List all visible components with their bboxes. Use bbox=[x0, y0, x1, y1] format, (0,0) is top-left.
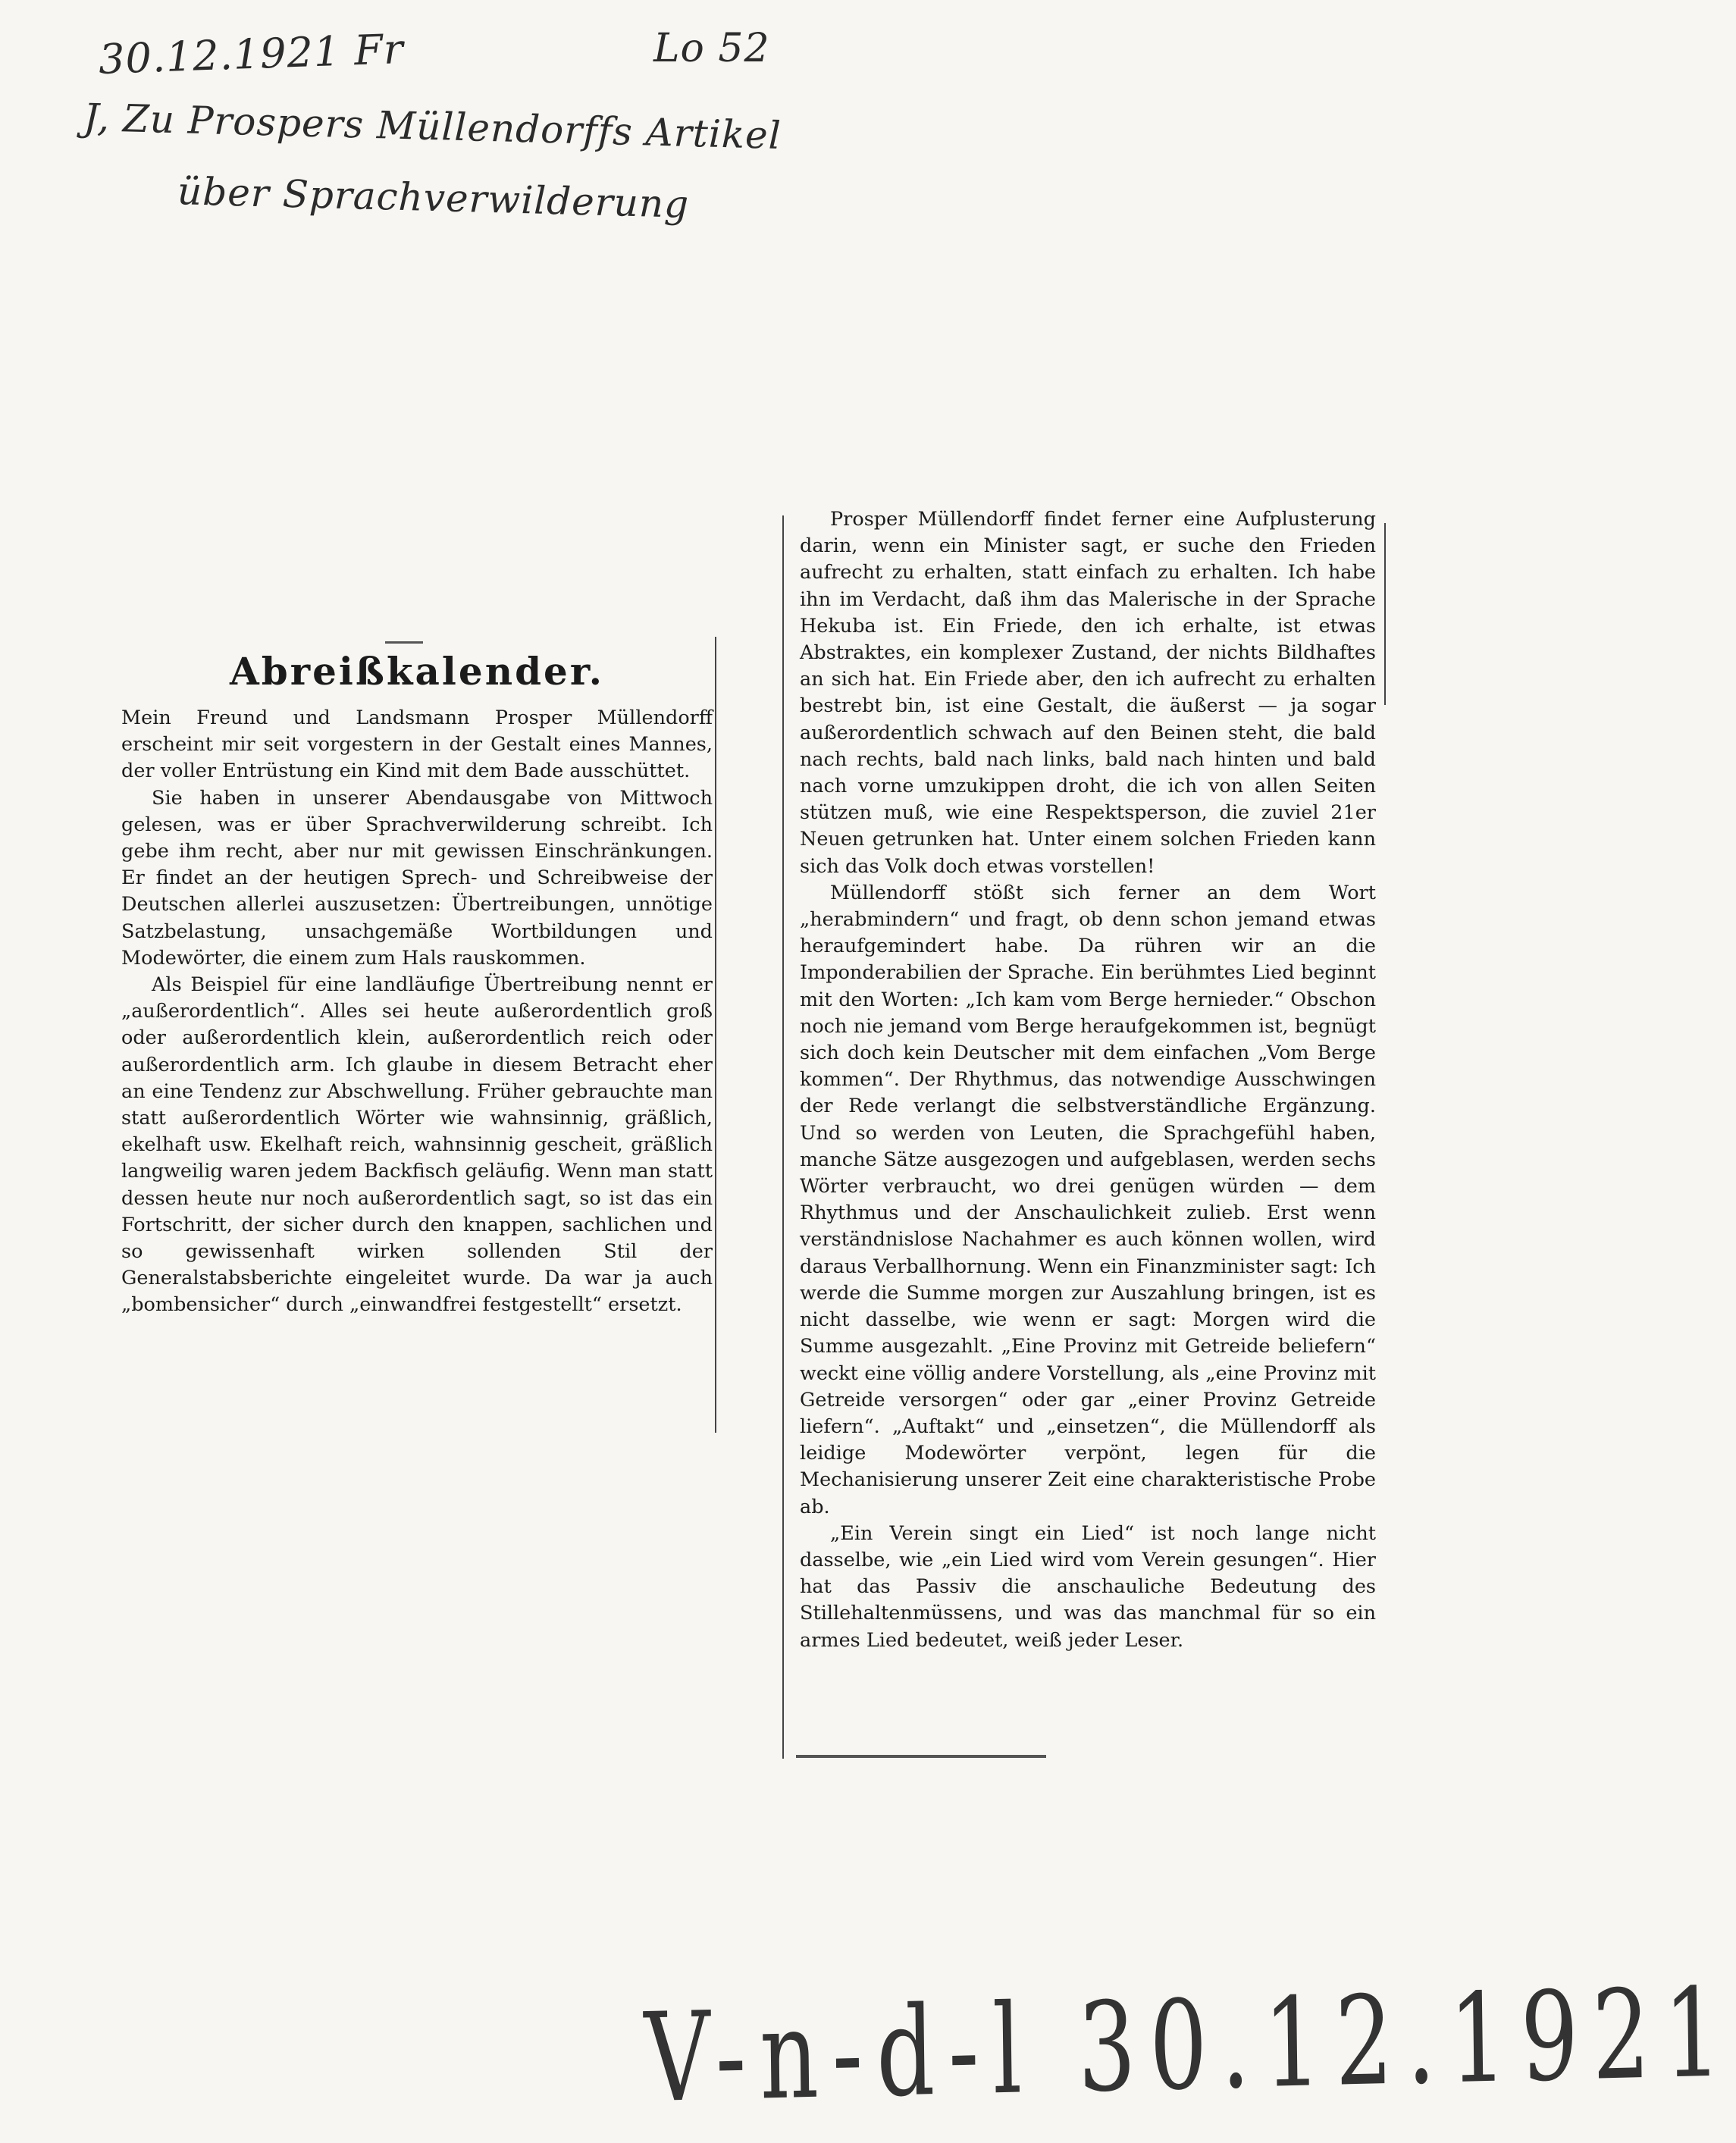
article-paragraph: Prosper Müllendorff findet ferner eine Aufplusterung darin, wenn ein Minister sagt, er suche den Frieden aufrecht zu erhalten, statt einfach zu erhalten. Ich habe ihn im Verdacht, daß ihm das Malerische in der Sprache Hekuba ist. Ein Friede, den ich erhalte, ist etwas Abstraktes, ein komplexer Zustand, der nichts Bildhaftes an sich hat. Ein Friede aber, den ich aufrecht zu erhalten bestrebt bin, ist eine Gestalt, die äußerst — ja sogar außerordentlich schwach auf den Beinen steht, die bald nach rechts, bald nach links, bald nach hinten und bald nach vorne umzukippen droht, die ich von allen Seiten stützen muß, wie eine Respektsperson, die zuviel 21er Neuen getrunken hat. Unter einem solchen Frieden kann sich das Volk doch etwas vorstellen! bbox=[800, 508, 1376, 878]
article-paragraph: Mein Freund und Landsmann Prosper Müllendorff erscheint mir seit vorgestern in der Gestalt eines Mannes, der voller Entrüstung ein Kind mit dem Bade ausschüttet. bbox=[121, 707, 713, 783]
column-margin-line bbox=[715, 637, 716, 1433]
headline-rule bbox=[385, 641, 423, 644]
handwritten-archive-code: Lo 52 bbox=[653, 26, 770, 71]
article-end-rule bbox=[796, 1755, 1046, 1758]
article-headline: Abreißkalender. bbox=[229, 649, 605, 694]
article-paragraph: Als Beispiel für eine landläufige Übertreibung nennt er „außerordentlich“. Alles sei heute außerordentlich groß oder außerordentlich klein, außerordentlich reich oder außerordentlich arm. Ich glaube in diesem Betracht eher an eine Tendenz zur Abschwellung. Früher gebrauchte man statt außerordentlich Wörter wie wahnsinnig, gräßlich, ekelhaft usw. Ekelhaft reich, wahnsinnig gescheit, gräßlich langweilig waren jedem Backfisch geläufig. Wenn man statt dessen heute nur noch außerordentlich sagt, so ist das ein Fortschritt, der sicher durch den knappen, sachlichen und so gewissenhaft wirken sollenden Stil der Generalstabsberichte eingeleitet wurde. Da war ja auch „bombensicher“ durch „einwandfrei festgestellt“ ersetzt. bbox=[121, 973, 713, 1317]
handwritten-date: 30.12.1921 Fr bbox=[98, 24, 405, 84]
article-paragraph: „Ein Verein singt ein Lied“ ist noch lange nicht dasselbe, wie „ein Lied wird vom Verein gesungen“. Hier hat das Passiv die anschauliche Bedeutung des Stillehaltenmüssens, und was das manchmal für so ein armes Lied bedeutet, weiß jeder Leser. bbox=[800, 1521, 1376, 1652]
column-margin-line bbox=[782, 515, 784, 1759]
handwritten-note-line-1: J, Zu Prospers Müllendorffs Artikel bbox=[83, 95, 782, 158]
handwritten-source-note: V-n-d-l 30.12.1921 bbox=[643, 1962, 1736, 2131]
article-column-right bbox=[800, 506, 1376, 1654]
article-column-left bbox=[121, 705, 713, 1319]
handwritten-note-line-2: über Sprachverwilderung bbox=[177, 169, 690, 227]
article-paragraph: Sie haben in unserer Abendausgabe von Mittwoch gelesen, was er über Sprachverwilderung schreibt. Ich gebe ihm recht, aber nur mit gewissen Einschränkungen. Er findet an der heutigen Sprech- und Schreibweise der Deutschen allerlei auszusetzen: Übertreibungen, unnötige Satzbelastung, unsachgemäße Wortbildungen und Modewörter, die einem zum Hals rauskommen. bbox=[121, 786, 713, 970]
article-paragraph: Müllendorff stößt sich ferner an dem Wort „herabmindern“ und fragt, ob denn schon jemand etwas heraufgemindert habe. Da rühren wir an die Imponderabilien der Sprache. Ein berühmtes Lied beginnt mit den Worten: „Ich kam vom Berge hernieder.“ Obschon noch nie jemand vom Berge heraufgekommen ist, begnügt sich doch kein Deutscher mit dem einfachen „Vom Berge kommen“. Der Rhythmus, das notwendige Ausschwingen der Rede verlangt die selbstverständliche Ergänzung. Und so werden von Leuten, die Sprachgefühl haben, manche Sätze ausgezogen und aufgeblasen, werden sechs Wörter verbraucht, wo drei genügen würden — dem Rhythmus und der Anschaulichkeit zulieb. Erst wenn verständnislose Nachahmer es auch können wollen, wird daraus Verballhornung. Wenn ein Finanzminister sagt: Ich werde die Summe morgen zur Auszahlung bringen, ist es nicht dasselbe, wie wenn er sagt: Morgen wird die Summe ausgezahlt. „Eine Provinz mit Getreide beliefern“ weckt eine völlig andere Vorstellung, als „eine Provinz mit Getreide versorgen“ oder gar „einer Provinz Getreide liefern“. „Auftakt“ und „einsetzen“, die Müllendorff als leidige Modewörter verpönt, legen für die Mechanisierung unserer Zeit eine charakteristische Probe ab. bbox=[800, 881, 1376, 1518]
column-margin-line bbox=[1384, 523, 1386, 705]
